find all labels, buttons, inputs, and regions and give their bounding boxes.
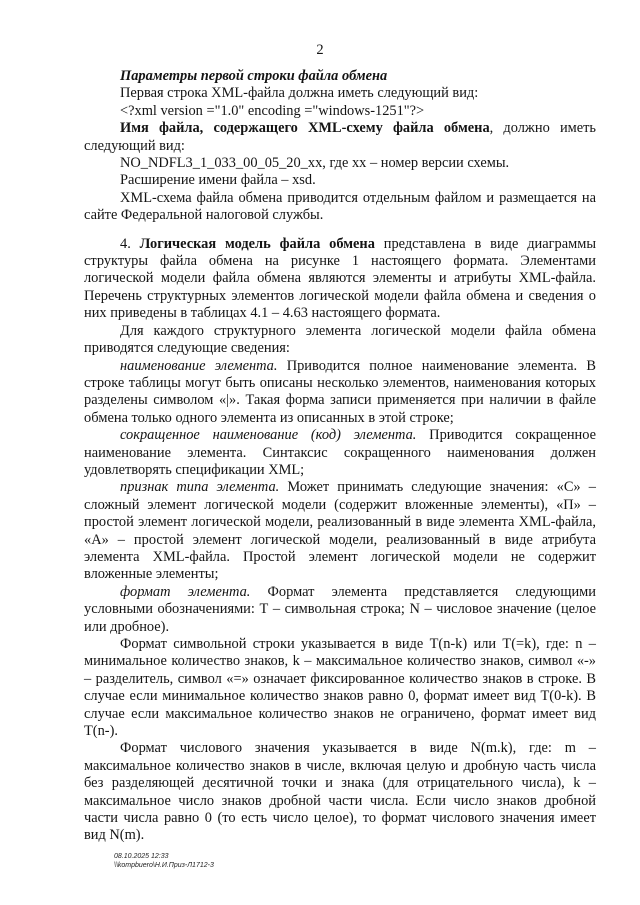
item-element-name — [84, 358, 596, 428]
logical-model-paragraph — [84, 236, 596, 323]
logical-model-title: Логическая модель файла обмена — [139, 235, 375, 252]
schema-extension: Расширение имени файла – xsd. — [120, 172, 316, 189]
item-element-code — [84, 427, 596, 479]
schema-name-bold: Имя файла, содержащего XML-схему файла обмена — [120, 120, 490, 137]
item-element-format-label: формат элемента. — [120, 583, 251, 600]
item-element-format — [84, 584, 596, 636]
schema-distribution: XML-схема файла обмена приводится отдельным файлом и размещается на сайте Федеральной налоговой службы. — [84, 189, 596, 224]
item-element-format-text: Формат элемента представляется следующими условными обозначениями: Т – символьная строка; N – числовое значение (целое или дробное). — [84, 583, 596, 635]
document-footer — [114, 852, 214, 870]
footer-path: \\kompbuero\Н.И.Приз-Л1712-3 — [114, 862, 214, 869]
first-line-intro: Первая строка XML-файла должна иметь следующий вид: — [120, 85, 479, 102]
schema-name-rest: , должно иметь следующий вид: — [84, 120, 596, 154]
item-element-type-text: Может принимать следующие значения: «С» – сложный элемент логической модели (содержит вложенные элементы), «П» – простой элемент логической модели, реализованный в виде элемента XML-файла, «А» – простой элемент логической модели, реализованный в виде атрибута элемента XML-файла. Простой элемент логической модели не содержит вложенные элементы; — [84, 479, 596, 583]
item-element-name-text: Приводится полное наименование элемента. В строке таблицы могут быть описаны несколько элементов, наименования которых разделены символом «|». Такая форма записи применяется при наличии в файле обмена только одного элемента из описанных в этой строке; — [84, 357, 596, 426]
logical-model-text: представлена в виде диаграммы структуры файла обмена на рисунке 1 настоящего формата. Элементами логической модели файла обмена являются элементы и атрибуты XML-файла. Перечень структурных элементов логической модели файла обмена и сведения о них приведены в таблицах 4.1 – 4.63 настоящего формата. — [84, 235, 596, 322]
schema-filename: NO_NDFL3_1_033_00_05_20_xx, где хх – номер версии схемы. — [120, 155, 510, 172]
item-element-code-text: Приводится сокращенное наименование элемента. Синтаксис сокращенного наименования должен удовлетворять спецификации XML; — [84, 427, 596, 478]
string-format-paragraph: Формат символьной строки указывается в виде Т(n-k) или T(=k), где: n – минимальное количество знаков, k – максимальное количество знаков, символ «-» – разделитель, символ «=» означает фиксированное количество знаков в строке. В случае если минимальное количество знаков равно 0, формат имеет вид Т(0-k). В случае если максимальное количество знаков не ограничено, формат имеет вид Т(n-). — [84, 636, 596, 740]
section-heading-exchange-params: Параметры первой строки файла обмена — [120, 68, 388, 84]
item-element-code-label: сокращенное наименование (код) элемента. — [120, 427, 417, 444]
footer-timestamp: 08.10.2025 12:33 — [114, 853, 169, 860]
xml-declaration: <?xml version ="1.0" encoding ="windows-1251"?> — [120, 102, 425, 119]
section-number: 4. — [120, 235, 140, 252]
page-number: 2 — [316, 42, 324, 58]
item-element-type — [84, 479, 596, 583]
element-info-intro: Для каждого структурного элемента логической модели файла обмена приводятся следующие сведения: — [84, 322, 596, 357]
item-element-name-label: наименование элемента. — [120, 357, 278, 374]
numeric-format-paragraph: Формат числового значения указывается в виде N(m.k), где: m – максимальное количество знаков в числе, включая целую и дробную часть числа без разделяющей десятичной точки и знака (для отрицательного числа), k – максимальное число знаков дробной части числа. Если число знаков дробной части числа равно 0 (то есть число целое), то формат числового значения имеет вид N(m). — [84, 740, 596, 844]
document-body — [84, 68, 596, 845]
item-element-type-label: признак типа элемента. — [120, 479, 280, 496]
schema-name-paragraph — [84, 120, 596, 155]
